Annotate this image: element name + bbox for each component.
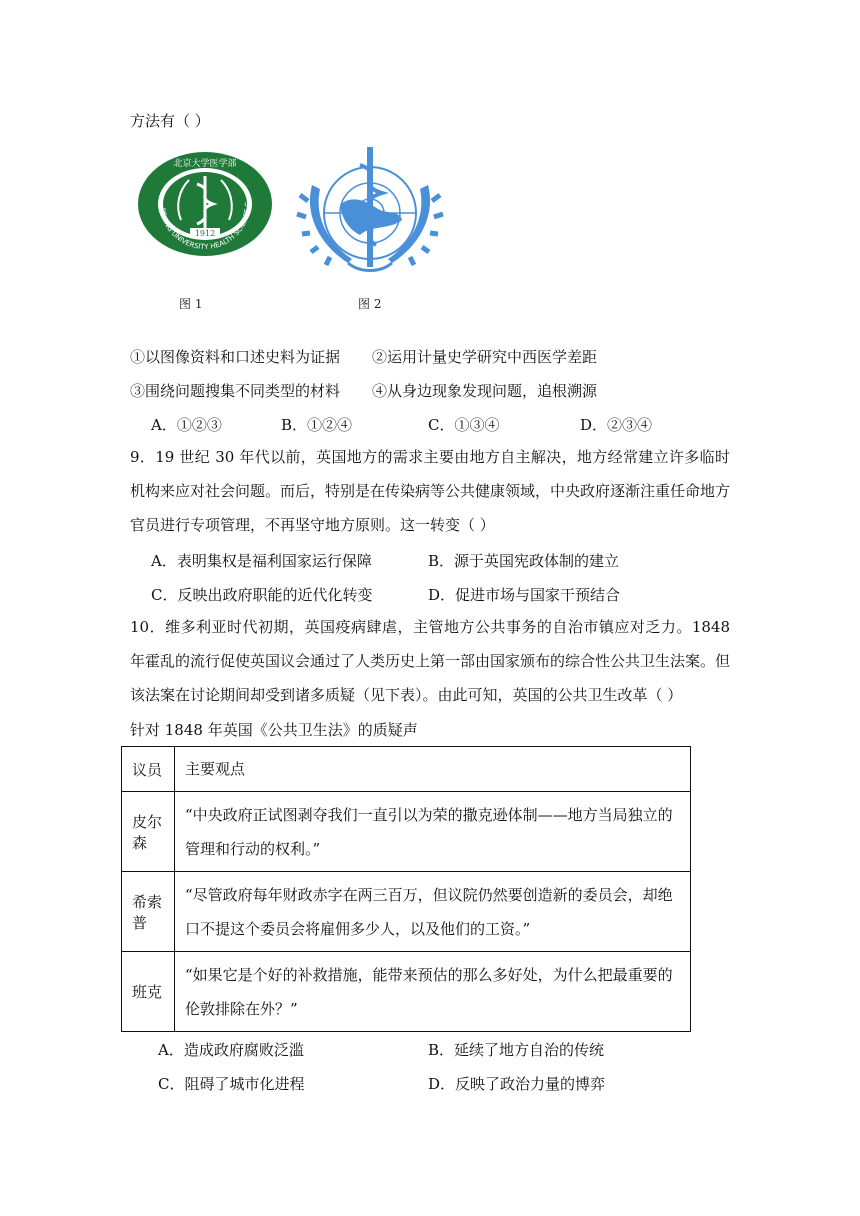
q8-statement-4: ④从身边现象发现问题，追根溯源: [372, 382, 598, 400]
q8-statement-1: ①以图像资料和口述史料为证据: [130, 348, 341, 366]
figure-2: [290, 145, 450, 280]
q10-table-title: 针对 1848 年英国《公共卫生法》的质疑声: [130, 721, 418, 739]
q8-statement-3: ③围绕问题搜集不同类型的材料: [130, 382, 341, 400]
q10-option-c[interactable]: C．阻碍了城市化进程: [158, 1075, 305, 1093]
q8-option-c[interactable]: C．①③④: [428, 416, 500, 434]
emblem-top-text: 北京大学医学部: [173, 159, 237, 169]
table-row: [122, 792, 691, 872]
q10-option-a[interactable]: A．造成政府腐败泛滥: [158, 1041, 304, 1059]
q9-option-c[interactable]: C．反映出政府职能的近代化转变: [151, 586, 373, 604]
q9-option-a[interactable]: A．表明集权是福利国家运行保障: [151, 552, 372, 570]
q9-option-d[interactable]: D．促进市场与国家干预结合: [428, 586, 621, 604]
q9-option-b[interactable]: B．源于英国宪政体制的建立: [428, 552, 620, 570]
table-row: [122, 872, 691, 952]
q8-option-a[interactable]: A．①②③: [151, 416, 222, 434]
figure-1: [135, 150, 275, 258]
peking-university-emblem-icon: [135, 150, 275, 258]
q10-text: 10．维多利亚时代初期，英国疫病肆虐，主管地方公共事务的自治市镇应对乏力。1848 年霍乱的流行促使英国议会通过了人类历史上第一部由国家颁布的综合性公共卫生法案。但该法案在讨论期间却受到诸多质疑（见下表）。由此可知，英国的公共卫生改革（ ）: [130, 618, 731, 704]
table-cell-viewpoint: “如果它是个好的补救措施，能带来预估的那么多好处，为什么把最重要的伦敦排除在外？”: [175, 952, 691, 1032]
table-header-viewpoint: 主要观点: [175, 747, 691, 792]
q9-text: 9．19 世纪 30 年代以前，英国地方的需求主要由地方自主解决，地方经常建立许多临时机构来应对社会问题。而后，特别是在传染病等公共健康领域，中央政府逐渐注重任命地方官员进行专项管理，不再坚守地方原则。这一转变（ ）: [130, 448, 731, 534]
table-cell-member: 希索普: [122, 872, 175, 952]
q10-option-b[interactable]: B．延续了地方自治的传统: [428, 1041, 605, 1059]
q10-option-d[interactable]: D．反映了政治力量的博弈: [428, 1075, 606, 1093]
q8-option-b[interactable]: B．①②④: [281, 416, 353, 434]
q8-option-d[interactable]: D．②③④: [580, 416, 653, 434]
figure-1-caption: 图 1: [179, 297, 203, 311]
table-cell-member: 班克: [122, 952, 175, 1032]
who-emblem-icon: [290, 145, 450, 280]
table-row: [122, 952, 691, 1032]
q8-statement-2: ②运用计量史学研究中西医学差距: [372, 348, 598, 366]
table-cell-viewpoint: “中央政府正试图剥夺我们一直引以为荣的撒克逊体制——地方当局独立的管理和行动的权利。”: [175, 792, 691, 872]
table-cell-viewpoint: “尽管政府每年财政赤字在两三百万，但议院仍然要创造新的委员会，却绝口不提这个委员会将雇佣多少人，以及他们的工资。”: [175, 872, 691, 952]
table-cell-member: 皮尔森: [122, 792, 175, 872]
q10-table: [121, 746, 691, 1032]
question-intro: 方法有（ ）: [130, 112, 210, 130]
table-header-row: [122, 747, 691, 792]
emblem-ring-text: PEKING UNIVERSITY HEALTH SCIENCE C: [158, 201, 253, 252]
emblem-year: 1912: [194, 229, 216, 238]
table-header-member: 议员: [122, 747, 175, 792]
figure-2-caption: 图 2: [358, 297, 382, 311]
